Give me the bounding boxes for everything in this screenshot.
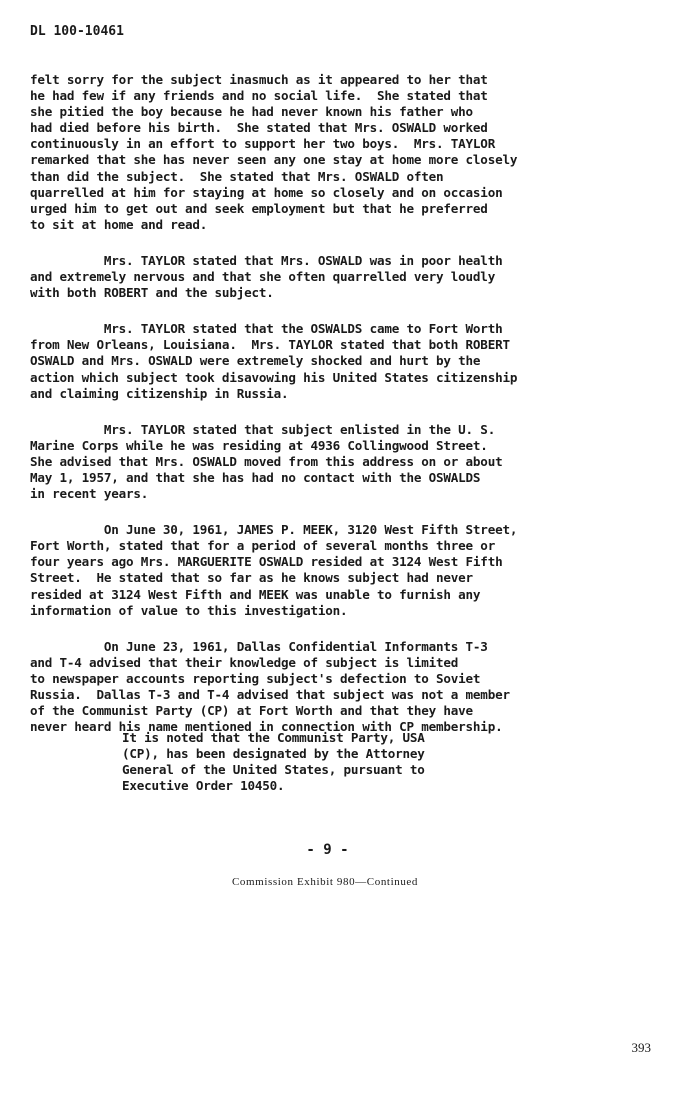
page-number: - 9 - [306,842,349,858]
text-line: than did the subject. She stated that Mrs. OSWALD often [30,168,444,184]
text-line: had died before his birth. She stated that Mrs. OSWALD worked [30,120,488,136]
text-line: with both ROBERT and the subject. [30,285,274,301]
text-line: and extremely nervous and that she often quarrelled very loudly [30,269,496,285]
text-line: and claiming citizenship in Russia. [30,385,289,401]
text-line: from New Orleans, Louisiana. Mrs. TAYLOR stated that both ROBERT [30,337,510,353]
text-line: to sit at home and read. [30,216,208,232]
text-line: Fort Worth, stated that for a period of several months three or [30,538,496,554]
paragraph-2 [30,253,656,301]
document-body [30,72,656,755]
file-number: DL 100-10461 [30,24,124,39]
text-line: resided at 3124 West Fifth and MEEK was unable to furnish any [30,586,481,602]
text-line: On June 23, 1961, Dallas Confidential Informants T-3 [30,638,488,654]
text-line: and T-4 advised that their knowledge of subject is limited [30,654,459,670]
text-line: continuously in an effort to support her two boys. Mrs. TAYLOR [30,136,496,152]
text-line: of the Communist Party (CP) at Fort Worth and that they have [30,703,473,719]
text-line: felt sorry for the subject inasmuch as it appeared to her that [30,72,488,87]
text-line: Russia. Dallas T-3 and T-4 advised that subject was not a member [30,687,510,702]
text-line: Street. He stated that so far as he knows subject had never [30,570,473,586]
paragraph-1 [30,72,656,233]
text-line: Mrs. TAYLOR stated that subject enlisted in the U. S. [30,421,496,437]
text-line: he had few if any friends and no social life. She stated that [30,88,488,104]
text-line: action which subject took disavowing his United States citizenship [30,369,518,385]
paragraph-4 [30,422,656,502]
text-line: Mrs. TAYLOR stated that the OSWALDS came to Fort Worth [30,321,503,337]
communist-party-note [122,730,542,794]
text-line: she pitied the boy because he had never known his father who [30,104,473,120]
text-line: quarrelled at him for staying at home so closely and on occasion [30,184,503,200]
volume-page-number: 393 [631,1040,651,1055]
text-line: She advised that Mrs. OSWALD moved from this address on or about [30,453,503,469]
paragraph-3 [30,321,656,401]
text-line: It is noted that the Communist Party, USA [122,730,425,745]
paragraph-6 [30,639,656,736]
text-line: (CP), has been designated by the Attorney [122,746,425,762]
text-line: in recent years. [30,486,149,502]
text-line: remarked that she has never seen any one stay at home more closely [30,152,518,168]
text-line: information of value to this investigation. [30,602,348,618]
text-line: urged him to get out and seek employment but that he preferred [30,200,488,216]
text-line: to newspaper accounts reporting subject's defection to Soviet [30,670,481,686]
exhibit-caption: Commission Exhibit 980—Continued [231,876,419,888]
paragraph-5 [30,522,656,619]
text-line: May 1, 1957, and that she has had no contact with the OSWALDS [30,469,481,485]
text-line: Executive Order 10450. [122,778,285,794]
text-line: Mrs. TAYLOR stated that Mrs. OSWALD was in poor health [30,252,503,268]
text-line: four years ago Mrs. MARGUERITE OSWALD resided at 3124 West Fifth [30,554,503,570]
text-line: General of the United States, pursuant to [122,762,425,778]
text-line: OSWALD and Mrs. OSWALD were extremely shocked and hurt by the [30,353,481,369]
text-line: never heard his name mentioned in connection with CP membership. [30,719,503,735]
text-line: Marine Corps while he was residing at 4936 Collingwood Street. [30,437,488,453]
text-line: On June 30, 1961, JAMES P. MEEK, 3120 West Fifth Street, [30,522,518,538]
